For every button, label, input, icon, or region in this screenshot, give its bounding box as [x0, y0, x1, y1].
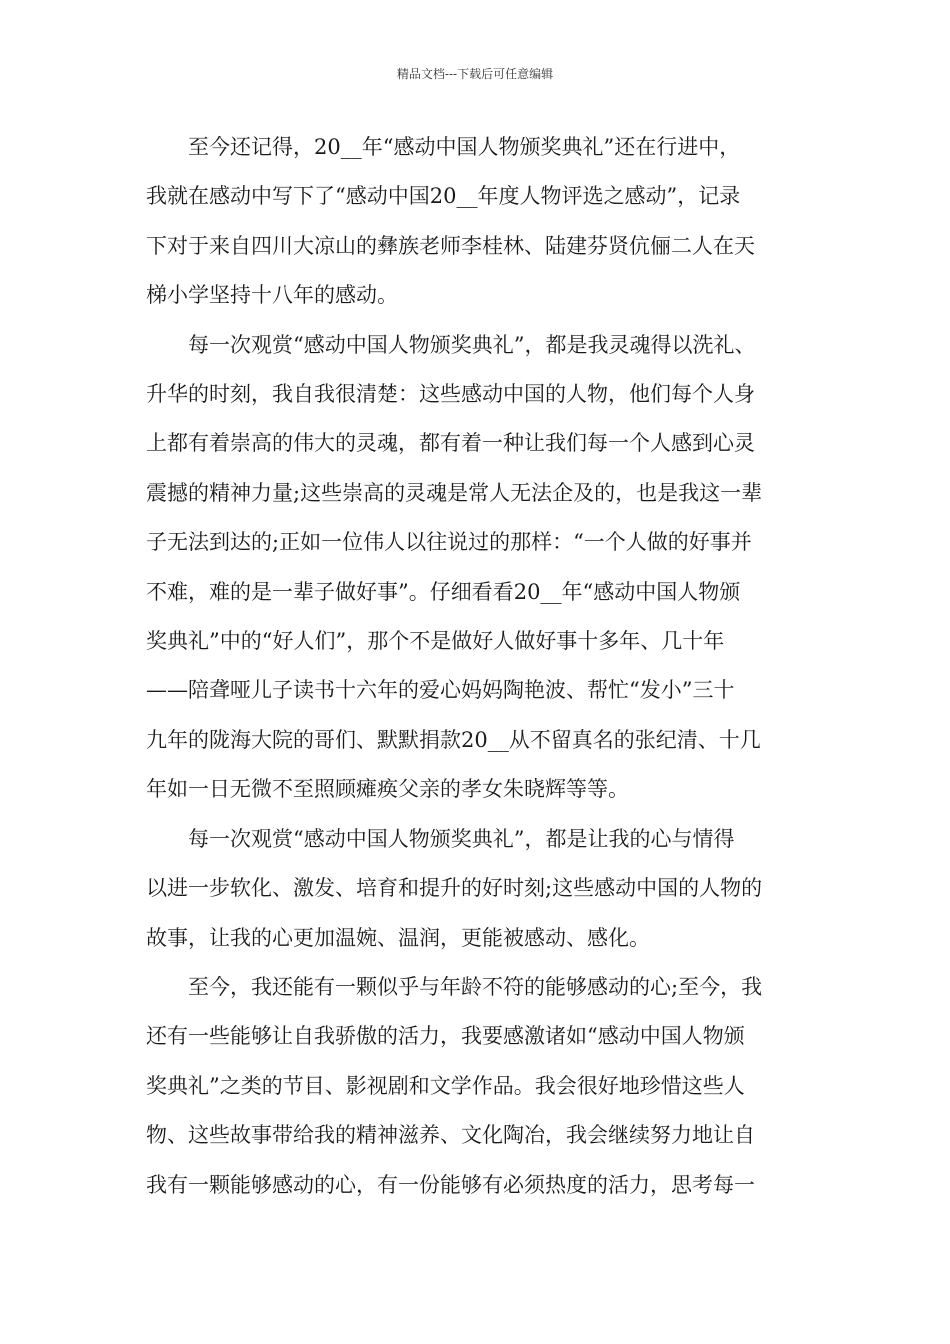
paragraph-3 [146, 815, 808, 963]
line: 九年的陇海大院的哥们、默默捐款20__从不留真名的张纪清、十几 [146, 727, 761, 752]
line: 至今，我还能有一颗似乎与年龄不符的能够感动的心;至今，我 [146, 974, 763, 999]
line: 每一次观赏“感动中国人物颁奖典礼”，都是让我的心与情得 [146, 826, 735, 851]
line: 我就在感动中写下了“感动中国20__年度人物评选之感动”，记录 [146, 184, 741, 209]
line: 升华的时刻，我自我很清楚：这些感动中国的人物，他们每个人身 [146, 382, 755, 407]
line: 奖典礼”中的“好人们”，那个不是做好人做好事十多年、几十年 [146, 629, 725, 654]
line: 我有一颗能够感动的心，有一份能够有必须热度的活力，思考每一 [146, 1172, 755, 1197]
line: 下对于来自四川大凉山的彝族老师李桂林、陆建芬贤伉俪二人在天 [146, 233, 755, 258]
line: 年如一日无微不至照顾瘫痪父亲的孝女朱晓辉等等。 [146, 777, 629, 802]
line: 故事，让我的心更加温婉、温润，更能被感动、感化。 [146, 925, 650, 950]
line: 梯小学坚持十八年的感动。 [146, 283, 398, 308]
line: 至今还记得，20__年“感动中国人物颁奖典礼”还在行进中， [146, 135, 741, 159]
line: 震撼的精神力量;这些崇高的灵魂是常人无法企及的，也是我这一辈 [146, 480, 763, 505]
page-header: 精品文档---下载后可任意编辑 [396, 67, 554, 81]
line: 上都有着崇高的伟大的灵魂，都有着一种让我们每一个人感到心灵 [146, 431, 755, 456]
document-body [146, 123, 808, 1210]
line: 以进一步软化、激发、培育和提升的好时刻;这些感动中国的人物的 [146, 876, 763, 901]
paragraph-4 [146, 963, 808, 1210]
line: ——陪聋哑儿子读书十六年的爱心妈妈陶艳波、帮忙“发小”三十 [146, 678, 735, 703]
line: 物、这些故事带给我的精神滋养、文化陶冶，我会继续努力地让自 [146, 1123, 755, 1148]
line: 还有一些能够让自我骄傲的活力，我要感激诸如“感动中国人物颁 [146, 1024, 745, 1049]
line: 每一次观赏“感动中国人物颁奖典礼”，都是我灵魂得以洗礼、 [146, 332, 756, 357]
line: 不难，难的是一辈子做好事”。仔细看看20__年“感动中国人物颁 [146, 579, 741, 604]
paragraph-1 [146, 123, 808, 321]
line: 奖典礼”之类的节目、影视剧和文学作品。我会很好地珍惜这些人 [146, 1073, 745, 1098]
line: 子无法到达的;正如一位伟人以往说过的那样：“一个人做的好事并 [146, 530, 752, 555]
paragraph-2 [146, 321, 808, 815]
